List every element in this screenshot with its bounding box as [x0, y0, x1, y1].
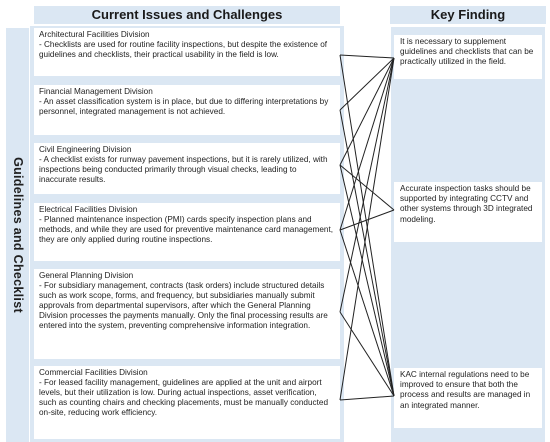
finding-kac-regulations: [394, 368, 542, 428]
connector-line: [340, 55, 394, 58]
division-architectural: [34, 28, 340, 76]
header-current-issues: Current Issues and Challenges: [34, 6, 340, 24]
division-title: General Planning Division: [39, 271, 134, 280]
connector-line: [340, 58, 394, 400]
division-text: - Planned maintenance inspection (PMI) cards specify inspection plans and methods, and while they are used for preventive maintenance card management, they are only applied during routine inspections.: [39, 215, 334, 244]
division-text: - Checklists are used for routine facility inspections, but despite the existence of guidelines and checklists, their practical usability in the field is low.: [39, 40, 328, 59]
header-key-finding: Key Finding: [390, 6, 546, 24]
division-title: Financial Management Division: [39, 87, 153, 96]
connector-line: [340, 58, 394, 165]
division-title: Commercial Facilities Division: [39, 368, 148, 377]
finding-text: Accurate inspection tasks should be supported by integrating CCTV and other systems through 3D integrated modeling.: [400, 184, 533, 224]
division-general-planning: [34, 269, 340, 359]
connector-line: [340, 165, 394, 210]
connector-line: [340, 58, 394, 312]
division-title: Electrical Facilities Division: [39, 205, 138, 214]
connector-line: [340, 396, 394, 400]
division-text: - An asset classification system is in place, but due to differing interpretations by personnel, integrated management is not achieved.: [39, 97, 329, 116]
connector-line: [340, 165, 394, 396]
finding-guidelines: [394, 35, 542, 79]
division-electrical: [34, 203, 340, 261]
connector-line: [340, 230, 394, 396]
division-title: Architectural Facilities Division: [39, 30, 150, 39]
side-label: Guidelines and Checklist: [10, 157, 25, 313]
finding-text: It is necessary to supplement guidelines and checklists that can be practically utilized in the field.: [400, 37, 534, 67]
connector-line: [340, 210, 394, 230]
connector-line: [340, 55, 394, 396]
division-title: Civil Engineering Division: [39, 145, 132, 154]
division-financial: [34, 85, 340, 135]
finding-text: KAC internal regulations need to be improved to ensure that both the process and results are managed in an integrated manner.: [400, 370, 531, 410]
side-label-panel: [6, 28, 29, 442]
division-text: - A checklist exists for runway pavement inspections, but it is rarely utilized, with inspections being conducted primarily through visual checks, leading to inaccurate results.: [39, 155, 328, 184]
connector-line: [340, 58, 394, 230]
division-text: - For subsidiary management, contracts (task orders) include structured details such as work scope, forms, and frequency, but subsidiaries manually submit approvals from departmental supervisors, after which the General Planning Division processes the payments manually. Only the final processing results are entered into the system, preventing comprehensive information integration.: [39, 281, 328, 330]
division-commercial: [34, 366, 340, 439]
connector-line: [340, 58, 394, 110]
connector-line: [340, 110, 394, 396]
connector-line: [340, 312, 394, 396]
division-text: - For leased facility management, guidelines are applied at the unit and airport levels, but their utilization is low. During actual inspections, asset verification, such as counting chairs and checking placements, must be manually conducted on-site, reducing work efficiency.: [39, 378, 329, 417]
finding-integrated-modeling: [394, 182, 542, 242]
division-civil-engineering: [34, 143, 340, 194]
